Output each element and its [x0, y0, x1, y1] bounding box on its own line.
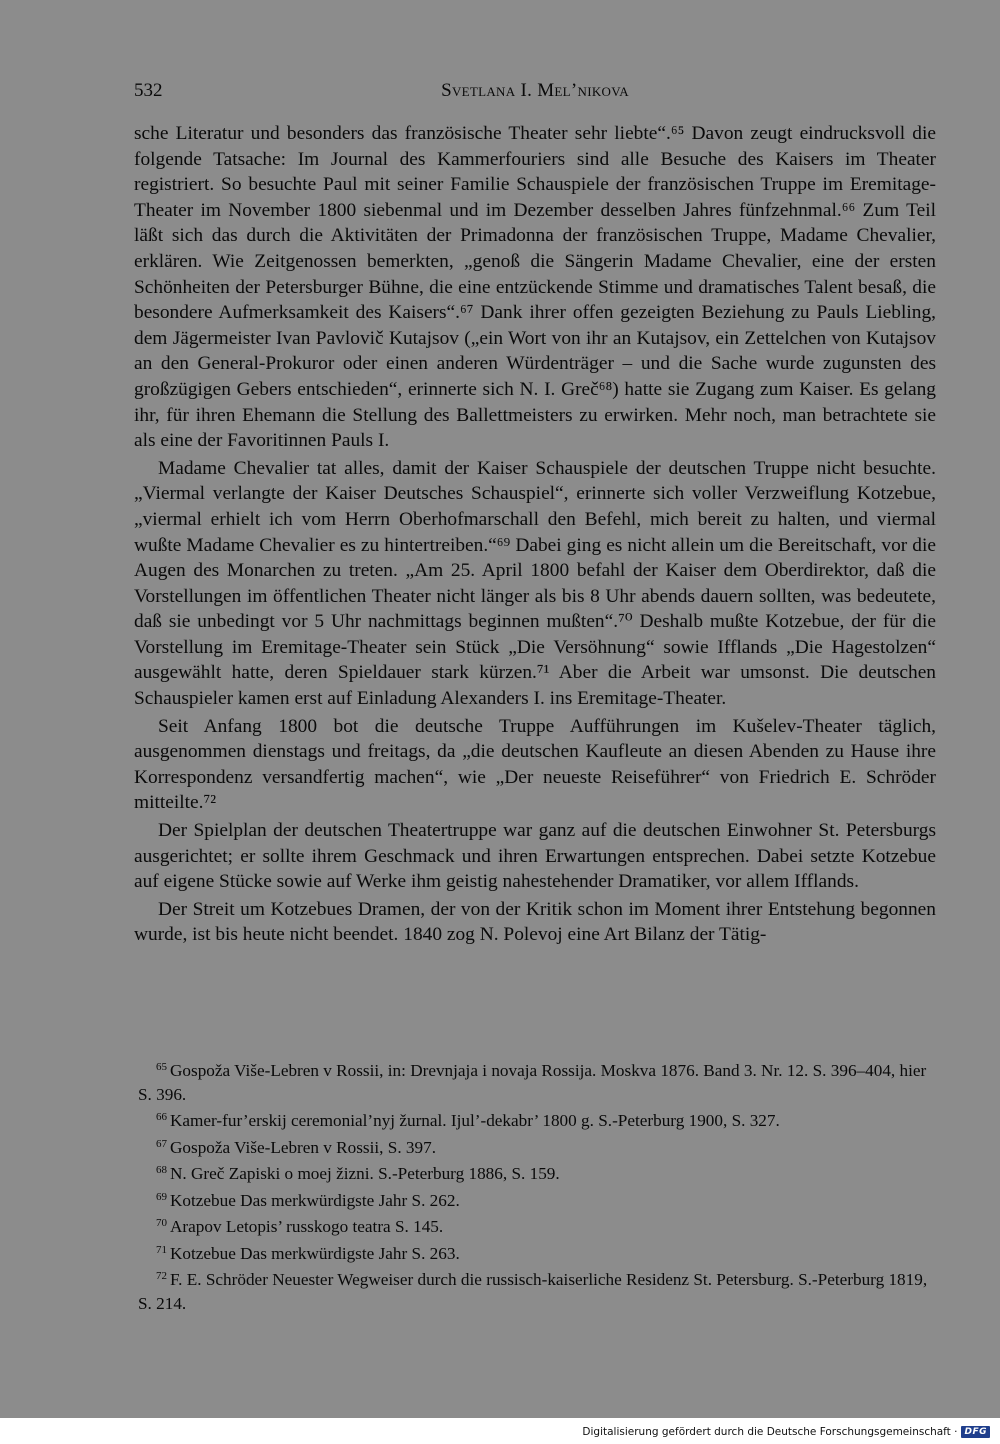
running-head: Svetlana I. Mel’nikova [441, 80, 629, 101]
dfg-logo-icon: DFG [961, 1426, 990, 1438]
footnote [138, 1159, 936, 1186]
footnote [138, 1265, 936, 1315]
paragraph: sche Literatur und besonders das französische Theater sehr liebte“.⁶⁵ Davon zeugt eindrucksvoll die folgende Tatsache: Im Journal des Kammerfouriers sind alle Besuche des Kaisers im Theater registriert. So besuchte Paul mit seiner Familie Schauspiele der französischen Truppe im Eremitage-Theater im November 1800 siebenmal und im Dezember desselben Jahres fünfzehnmal.⁶⁶ Zum Teil läßt sich das durch die Aktivitäten der Primadonna der französischen Truppe, Madame Chevalier, erklären. Wie Zeitgenossen bemerkten, „genoß die Sängerin Madame Chevalier, eine der ersten Schönheiten der Petersburger Bühne, die eine entzückende Stimme und dramatisches Talent besaß, die besondere Aufmerksamkeit des Kaisers“.⁶⁷ Dank ihrer offen gezeigten Beziehung zu Pauls Liebling, dem Jägermeister Ivan Pavlovič Kutajsov („ein Wort von ihr an Kutajsov, ein Zettelchen von Kutajsov an den General-Prokuror oder einen anderen Würdenträger – und die Sache wurde zugunsten des großzügigen Gebers entschieden“, erinnerte sich N. I. Greč⁶⁸) hatte sie Zugang zum Kaiser. Es gelang ihr, für ihren Ehemann die Stellung des Ballettmeisters zu erwirken. Mehr noch, man betrachtete sie als eine der Favoritinnen Pauls I. [134, 123, 936, 452]
paragraph: Der Spielplan der deutschen Theatertruppe war ganz auf die deutschen Einwohner St. Petersburgs ausgerichtet; er sollte ihrem Geschmack und ihren Erwartungen entsprechen. Dabei setzte Kotzebue auf eigene Stücke sowie auf Werke ihm geistig nahestehender Dramatiker, vor allem Ifflands. [134, 820, 936, 893]
footnote [138, 1106, 936, 1133]
footnote [138, 1239, 936, 1266]
footnotes [138, 1056, 936, 1315]
footnote-number: 71 [156, 1243, 167, 1256]
footnote-text: Kotzebue Das merkwürdigste Jahr S. 263. [170, 1243, 460, 1263]
footnote-number: 65 [156, 1061, 167, 1073]
footnote-number: 70 [156, 1217, 167, 1229]
footnote-number: 67 [156, 1137, 167, 1150]
footnote [138, 1212, 936, 1239]
footnote-number: 66 [156, 1111, 167, 1123]
body-text [134, 121, 936, 948]
paragraph: Seit Anfang 1800 bot die deutsche Truppe Aufführungen im Kušelev-Theater täglich, ausgenommen dienstags und freitags, da „die deutschen Kaufleute an diesen Abenden zu Hause ihre Korrespondenz versandfertig machen“, wie „Der neueste Reiseführer“ von Friedrich E. Schröder mitteilte.⁷² [134, 715, 936, 814]
footnote-number: 68 [156, 1164, 167, 1176]
footnote [138, 1186, 936, 1213]
page-number: 532 [134, 80, 163, 101]
paragraph: Madame Chevalier tat alles, damit der Kaiser Schauspiele der deutschen Truppe nicht besuchte. „Viermal verlangte der Kaiser Deutsches Schauspiel“, erinnerte sich voller Verzweiflung Kotzebue, „viermal erhielt ich vom Herrn Oberhofmarschall den Befehl, mich bereit zu halten, und viermal wußte Madame Chevalier es zu hintertreiben.“⁶⁹ Dabei ging es nicht allein um die Bereitschaft, vor die Augen des Monarchen zu treten. „Am 25. April 1800 befahl der Kaiser dem Oberdirektor, daß die Vorstellungen im öffentlichen Theater nicht länger als bis 8 Uhr abends dauern sollten, was bedeutete, daß sie unbedingt vor 5 Uhr nachmittags beginnen mußten“.⁷⁰ Deshalb mußte Kotzebue, der für die Vorstellung im Eremitage-Theater sein Stück „Die Versöhnung“ sowie Ifflands „Die Hagestolzen“ ausgewählt hatte, deren Spieldauer stark kürzen.⁷¹ Aber die Arbeit war umsonst. Die deutschen Schauspieler kamen erst auf Einladung Alexanders I. ins Eremitage-Theater. [134, 457, 936, 710]
footnote-text: F. E. Schröder Neuester Wegweiser durch die russisch-kaiserliche Residenz St. Petersburg. S.-Peterburg 1819, S. 214. [138, 1270, 928, 1313]
footnote-number: 69 [156, 1190, 167, 1203]
footnote-text: Kotzebue Das merkwürdigste Jahr S. 262. [170, 1190, 460, 1210]
footnote-text: Gospoža Više-Lebren v Rossii, S. 397. [170, 1137, 436, 1157]
footnote [138, 1133, 936, 1160]
footnote-text: Gospoža Više-Lebren v Rossii, in: Drevnjaja i novaja Rossija. Moskva 1876. Band 3. Nr. 12. S. 396–404, hier S. 396. [138, 1061, 927, 1104]
digitization-footer [582, 1424, 990, 1440]
footnote-number: 72 [156, 1270, 167, 1282]
footer-credit: Digitalisierung gefördert durch die Deutsche Forschungsgemeinschaft · [582, 1426, 958, 1438]
footnote-text: Kamer-fur’erskij ceremonial’nyj žurnal. Ijul’-dekabr’ 1800 g. S.-Peterburg 1900, S. 327. [170, 1111, 780, 1130]
footnote [138, 1056, 936, 1106]
footnote-text: N. Greč Zapiski o moej žizni. S.-Peterburg 1886, S. 159. [170, 1164, 560, 1183]
page-header [134, 80, 936, 108]
paragraph: Der Streit um Kotzebues Dramen, der von der Kritik schon im Moment ihrer Entstehung begonnen wurde, ist bis heute nicht beendet. 1840 zog N. Polevoj eine Art Bilanz der Tätig- [134, 898, 936, 946]
footnote-text: Arapov Letopis’ russkogo teatra S. 145. [170, 1217, 444, 1236]
